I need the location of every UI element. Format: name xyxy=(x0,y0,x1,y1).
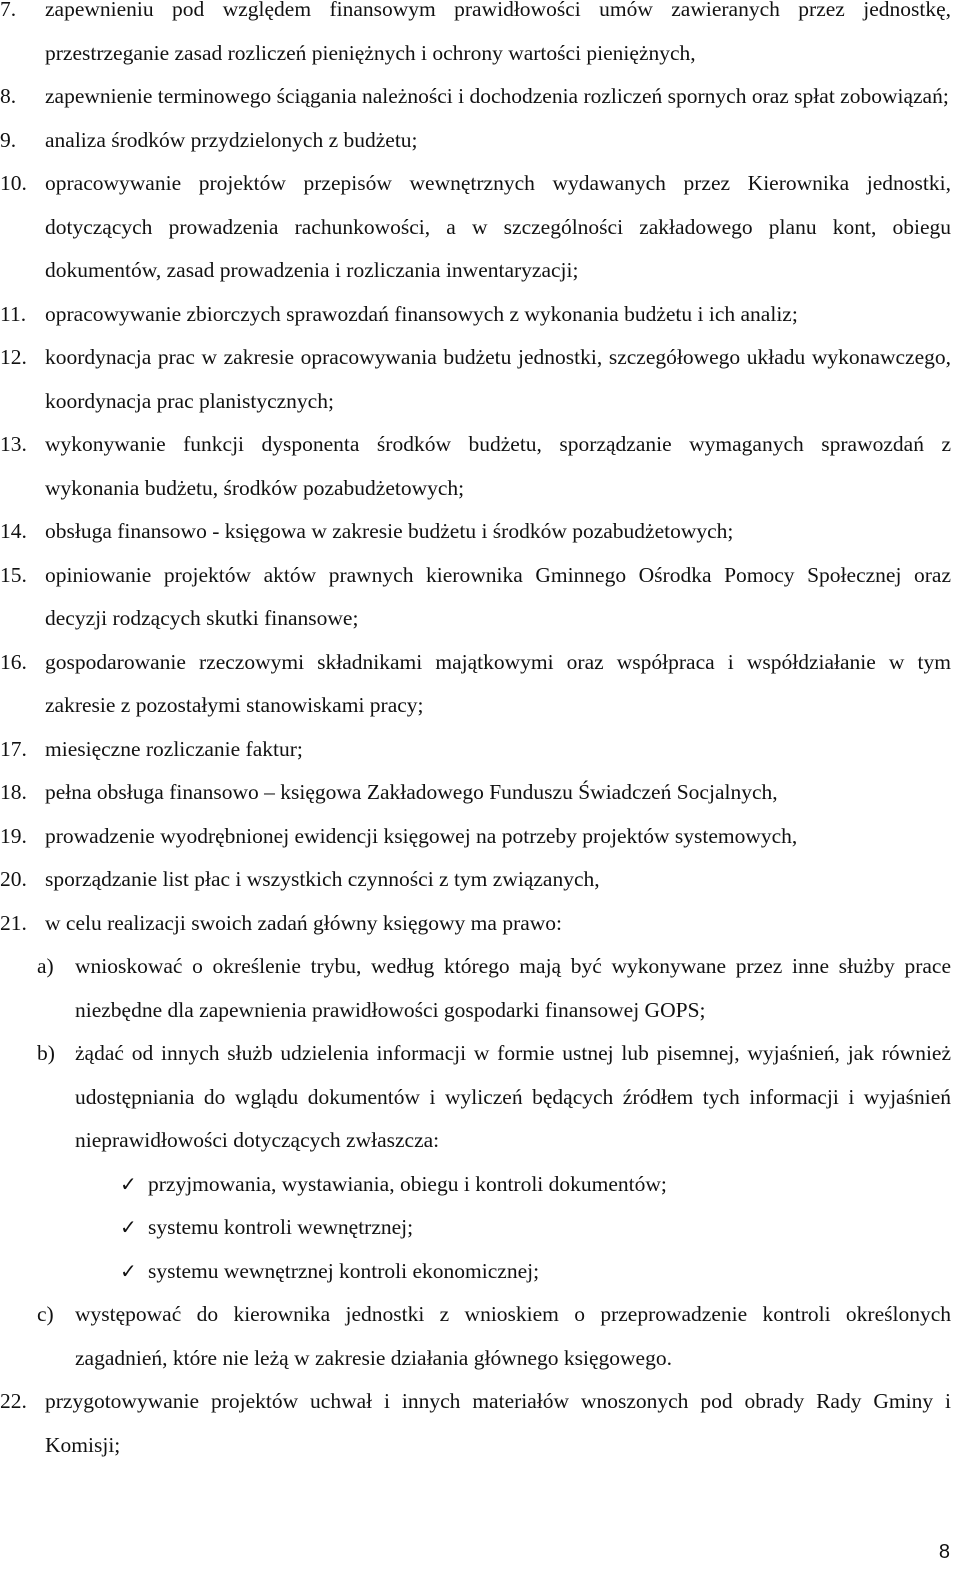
sub-item-text: żądać od innych służb udzielenia informacji w formie ustnej lub pisemnej, wyjaśnień, jak również udostępniania do wglądu dokumentów i wyliczeń będących źródłem tych informacji i wyjaśnień nieprawidłowości dotyczących zwłaszcza: xyxy=(75,1041,951,1152)
item-text: prowadzenie wyodrębnionej ewidencji księgowej na potrzeby projektów systemowych, xyxy=(45,823,798,848)
list-item xyxy=(0,771,960,815)
checklist-item xyxy=(0,1163,960,1207)
item-number: 19. xyxy=(0,823,27,848)
checklist-item xyxy=(0,1250,960,1294)
list-item xyxy=(0,336,960,423)
list-item xyxy=(0,641,960,728)
list-item xyxy=(0,423,960,510)
sub-item-letter: b) xyxy=(37,1041,55,1065)
item-number: 10. xyxy=(0,171,27,195)
checklist-item xyxy=(0,1206,960,1250)
item-number: 8. xyxy=(0,84,17,108)
list-item xyxy=(0,293,960,337)
item-text: koordynacja prac w zakresie opracowywania budżetu jednostki, szczegółowego układu wykonawczego, koordynacja prac planistycznych; xyxy=(45,345,951,413)
item-text: wykonywanie funkcji dysponenta środków budżetu, sporządzanie wymaganych sprawozdań z wykonania budżetu, środków pozabudżetowych; xyxy=(45,432,951,500)
sub-item-text: wnioskować o określenie trybu, według którego mają być wykonywane przez inne służby prace niezbędne dla zapewnienia prawidłowości gospodarki finansowej GOPS; xyxy=(75,954,951,1022)
item-number: 12. xyxy=(0,345,27,369)
list-item xyxy=(0,554,960,641)
list-item xyxy=(0,162,960,293)
item-text: zapewnieniu pod względem finansowym prawidłowości umów zawieranych przez jednostkę, przestrzeganie zasad rozliczeń pieniężnych i ochrony wartości pieniężnych, xyxy=(45,0,951,65)
item-number: 7. xyxy=(0,0,17,21)
item-text: sporządzanie list płac i wszystkich czynności z tym związanych, xyxy=(45,867,600,891)
sub-item-text: występować do kierownika jednostki z wnioskiem o przeprowadzenie kontroli określonych zagadnień, które nie leżą w zakresie działania głównego księgowego. xyxy=(75,1302,951,1370)
item-number: 9. xyxy=(0,127,17,152)
page-number: 8 xyxy=(938,1541,950,1563)
checkmark-icon: ✓ xyxy=(120,1258,137,1283)
list-item xyxy=(0,1380,960,1467)
item-text: opracowywanie projektów przepisów wewnętrznych wydawanych przez Kierownika jednostki, dotyczących prowadzenia rachunkowości, a w szczególności zakładowego planu kont, obiegu dokumentów, zasad prowadzenia i rozliczania inwentaryzacji; xyxy=(45,171,951,282)
item-number: 13. xyxy=(0,432,27,456)
item-number: 20. xyxy=(0,867,27,891)
item-text: w celu realizacji swoich zadań główny księgowy ma prawo: xyxy=(45,910,563,935)
sub-item xyxy=(0,1293,960,1380)
item-text: zapewnienie terminowego ściągania należności i dochodzenia rozliczeń spornych oraz spłat zobowiązań; xyxy=(45,84,949,108)
list-item xyxy=(0,728,960,772)
list-item xyxy=(0,510,960,554)
item-number: 22. xyxy=(0,1389,27,1413)
checkmark-icon: ✓ xyxy=(120,1171,137,1196)
sub-item xyxy=(0,1032,960,1163)
list-item xyxy=(0,0,960,75)
list-item xyxy=(0,75,960,119)
sub-item xyxy=(0,945,960,1032)
item-text: opracowywanie zbiorczych sprawozdań finansowych z wykonania budżetu i ich analiz; xyxy=(45,301,798,326)
checklist-text: systemu kontroli wewnętrznej; xyxy=(148,1215,414,1239)
item-text: opiniowanie projektów aktów prawnych kierownika Gminnego Ośrodka Pomocy Społecznej oraz decyzji rodzących skutki finansowe; xyxy=(45,562,951,630)
checkmark-icon: ✓ xyxy=(120,1215,137,1239)
sub-item-letter: a) xyxy=(37,954,54,978)
checklist-text: systemu wewnętrznej kontroli ekonomicznej; xyxy=(148,1258,540,1283)
list-item xyxy=(0,119,960,163)
item-text: analiza środków przydzielonych z budżetu; xyxy=(45,127,418,152)
list-item xyxy=(0,815,960,859)
item-number: 18. xyxy=(0,780,27,804)
sub-item-letter: c) xyxy=(37,1302,54,1326)
item-text: gospodarowanie rzeczowymi składnikami majątkowymi oraz współpraca i współdziałanie w tym zakresie z pozostałymi stanowiskami pracy; xyxy=(45,649,951,717)
item-number: 17. xyxy=(0,736,27,761)
item-number: 16. xyxy=(0,649,27,674)
item-text: przygotowywanie projektów uchwał i innych materiałów wnoszonych pod obrady Rady Gminy i Komisji; xyxy=(45,1389,951,1457)
item-text: miesięczne rozliczanie faktur; xyxy=(45,736,303,761)
list-item xyxy=(0,902,960,946)
checklist-text: przyjmowania, wystawiania, obiegu i kontroli dokumentów; xyxy=(148,1171,667,1196)
item-number: 21. xyxy=(0,910,27,935)
list-item xyxy=(0,858,960,902)
item-text: obsługa finansowo - księgowa w zakresie budżetu i środków pozabudżetowych; xyxy=(45,519,734,543)
item-number: 11. xyxy=(0,301,27,326)
item-number: 14. xyxy=(0,519,27,543)
item-text: pełna obsługa finansowo – księgowa Zakładowego Funduszu Świadczeń Socjalnych, xyxy=(45,780,778,804)
item-number: 15. xyxy=(0,562,27,587)
